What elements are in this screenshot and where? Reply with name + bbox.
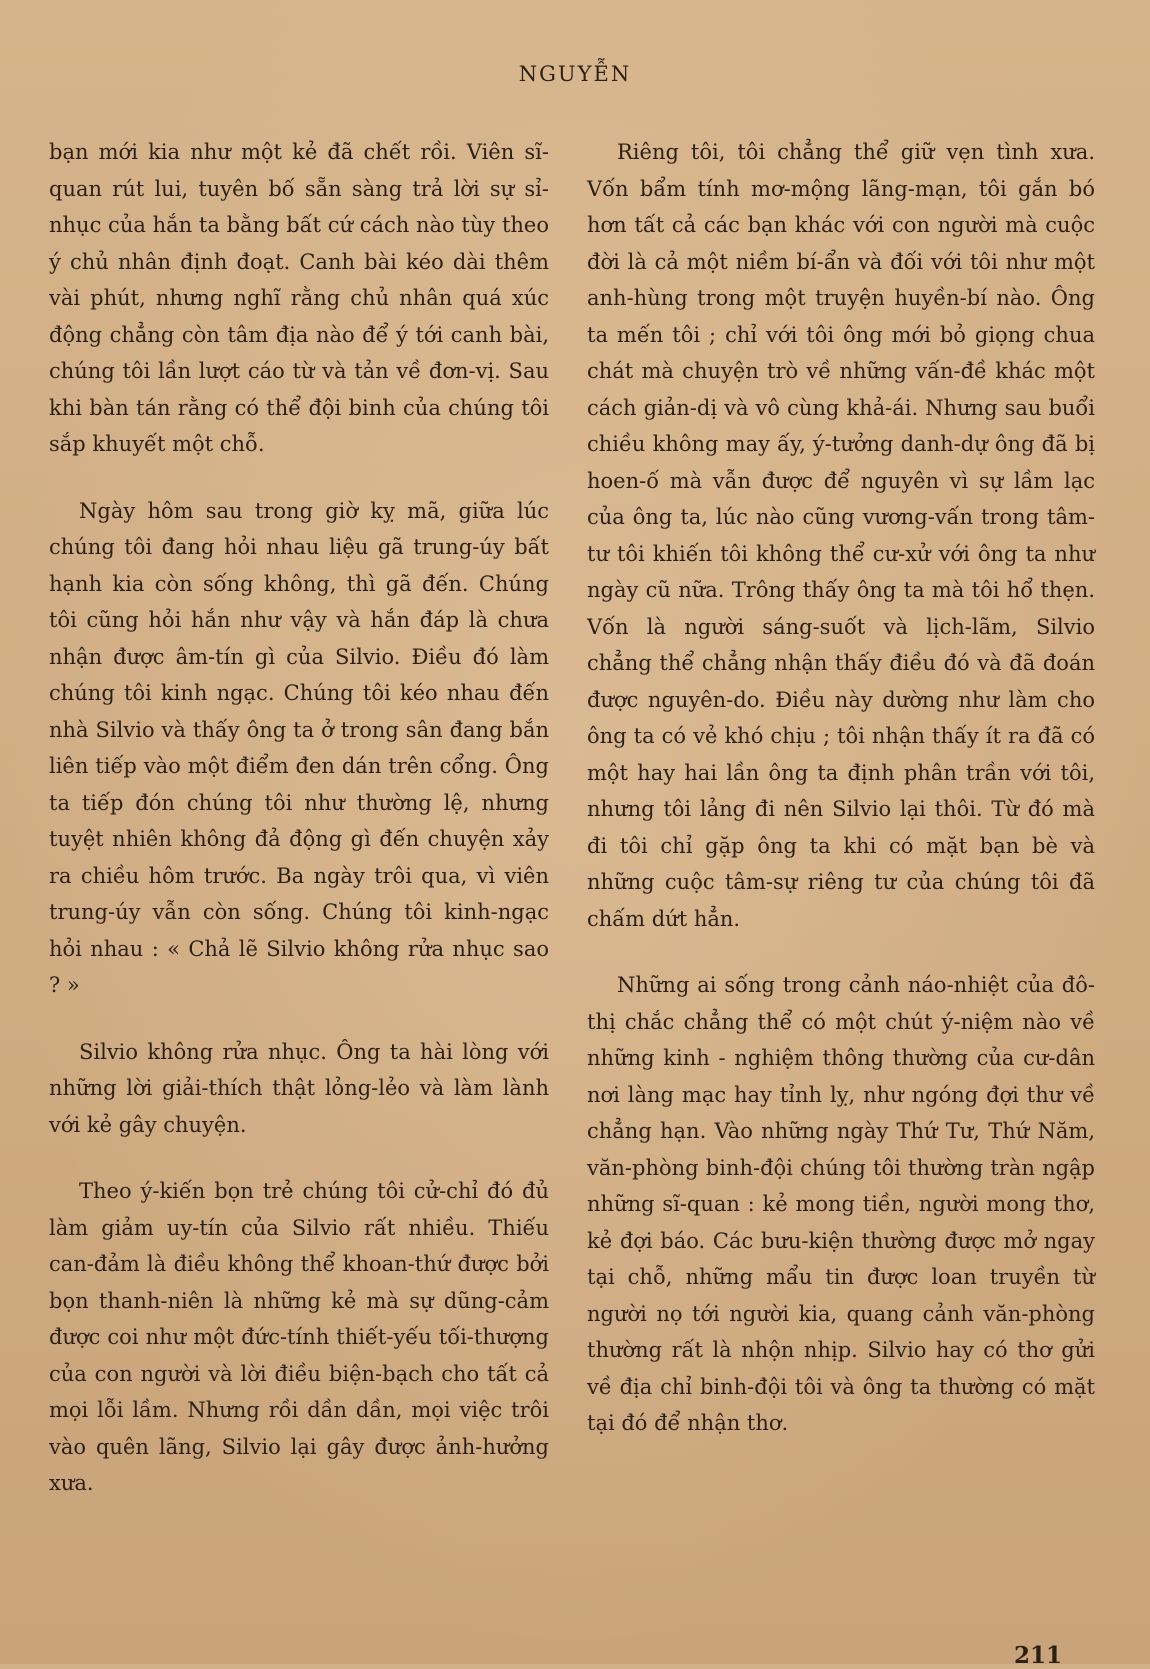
running-header: NGUYỄN [518, 62, 632, 86]
paragraph: Những ai sống trong cảnh náo-nhiệt của đô-thị chắc chẳng thể có một chút ý-niệm nào về những kinh - nghiệm thông thường của cư-dân nơi làng mạc hay tỉnh lỵ, như ngóng đợi thư về chẳng hạn. Vào những ngày Thứ Tư, Thứ Năm, văn-phòng binh-đội chúng tôi thường tràn ngập những sĩ-quan : kẻ mong tiền, người mong thơ, kẻ đợi báo. Các bưu-kiện thường được mở ngay tại chỗ, những mẩu tin được loan truyền từ người nọ tới người kia, quang cảnh văn-phòng thường rất là nhộn nhịp. Silvio hay có thơ gửi về địa chỉ binh-đội tôi và ông ta thường có mặt tại đó để nhận thơ. [587, 973, 1095, 1435]
left-text-column [49, 134, 549, 1532]
paragraph: Silvio không rửa nhục. Ông ta hài lòng với những lời giải-thích thật lỏng-lẻo và làm lành với kẻ gây chuyện. [49, 1039, 549, 1137]
paragraph: Ngày hôm sau trong giờ kỵ mã, giữa lúc chúng tôi đang hỏi nhau liệu gã trung-úy bất hạnh kia còn sống không, thì gã đến. Chúng tôi cũng hỏi hắn như vậy và hắn đáp là chưa nhận được âm-tín gì của Silvio. Điều đó làm chúng tôi kinh ngạc. Chúng tôi kéo nhau đến nhà Silvio và thấy ông ta ở trong sân đang bắn liên tiếp vào một điểm đen dán trên cổng. Ông ta tiếp đón chúng tôi như thường lệ, nhưng tuyệt nhiên không đả động gì đến chuyện xảy ra chiều hôm trước. Ba ngày trôi qua, vì viên trung-úy vẫn còn sống. Chúng tôi kinh-ngạc hỏi nhau : « Chả lẽ Silvio không rửa nhục sao ? » [49, 498, 549, 997]
paragraph: Theo ý-kiến bọn trẻ chúng tôi cử-chỉ đó đủ làm giảm uy-tín của Silvio rất nhiều. Thiếu can-đảm là điều không thể khoan-thứ được bởi bọn thanh-niên là những kẻ mà sự dũng-cảm được coi như một đức-tính thiết-yếu tối-thượng của con người và lời điều biện-bạch cho tất cả mọi lỗi lầm. Nhưng rồi dần dần, mọi việc trôi vào quên lãng, Silvio lại gây được ảnh-hưởng xưa. [49, 1179, 549, 1495]
right-text-column [587, 134, 1095, 1472]
paragraph: bạn mới kia như một kẻ đã chết rồi. Viên sĩ-quan rút lui, tuyên bố sẵn sàng trả lời sự sỉ-nhục của hắn ta bằng bất cứ cách nào tùy theo ý chủ nhân định đoạt. Canh bài kéo dài thêm vài phút, nhưng nghĩ rằng chủ nhân quá xúc động chẳng còn tâm địa nào để ý tới canh bài, chúng tôi lần lượt cáo từ và tản về đơn-vị. Sau khi bàn tán rằng có thể đội binh của chúng tôi sắp khuyết một chỗ. [49, 140, 549, 456]
page-number: 211 [1013, 1642, 1062, 1669]
paragraph: Riêng tôi, tôi chẳng thể giữ vẹn tình xưa. Vốn bẩm tính mơ-mộng lãng-mạn, tôi gắn bó hơn tất cả các bạn khác với con người mà cuộc đời là cả một niềm bí-ẩn và đối với tôi như một anh-hùng trong một truyện huyền-bí nào. Ông ta mến tôi ; chỉ với tôi ông mới bỏ giọng chua chát mà chuyện trò về những vấn-đề khác một cách giản-dị và vô cùng khả-ái. Nhưng sau buổi chiều không may ấy, ý-tưởng danh-dự ông đã bị hoen-ố mà vẫn được để nguyên vì sự lầm lạc của ông ta, lúc nào cũng vương-vấn trong tâm-tư tôi khiến tôi không thể cư-xử với ông ta như ngày cũ nữa. Trông thấy ông ta mà tôi hổ thẹn. Vốn là người sáng-suốt và lịch-lãm, Silvio chẳng thể chẳng nhận thấy điều đó và đã đoán được nguyên-do. Điều này dường như làm cho ông ta có vẻ khó chịu ; tôi nhận thấy ít ra đã có một hay hai lần ông ta định phân trần với tôi, nhưng tôi lảng đi nên Silvio lại thôi. Từ đó mà đi tôi chỉ gặp ông ta khi có mặt bạn bè và những cuộc tâm-sự riêng tư của chúng tôi đã chấm dứt hẳn. [587, 140, 1095, 931]
